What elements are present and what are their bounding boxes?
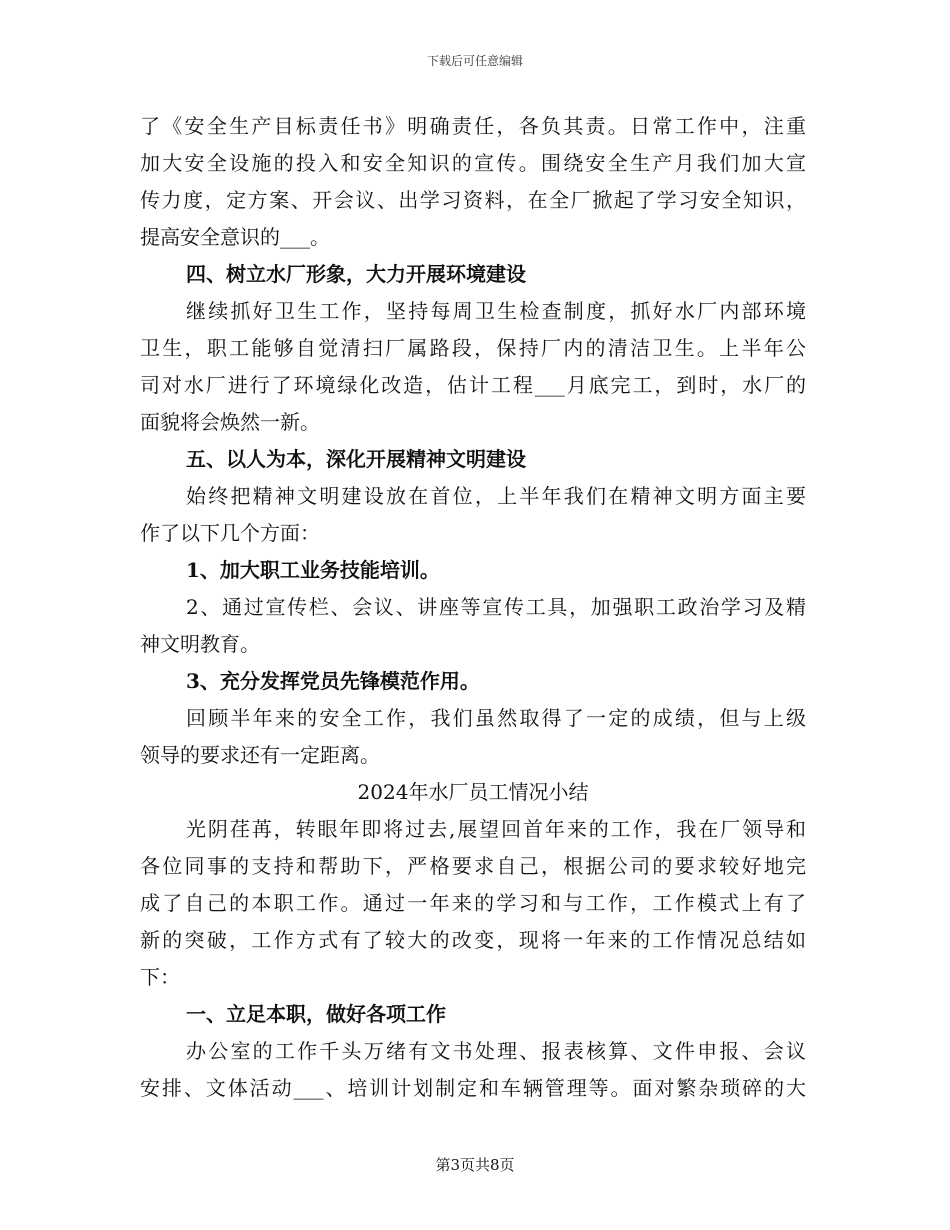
section-heading: 四、树立水厂形象，大力开展环境建设: [186, 262, 526, 286]
document-title: 2024年水厂员工情况小结: [357, 780, 589, 804]
section-heading: 五、以人为本，深化开展精神文明建设: [186, 447, 526, 471]
text-line: 新的突破，工作方式有了较大的改变，现将一年来的工作情况总结如: [140, 928, 806, 952]
text-line: 卫生，职工能够自觉清扫厂属路段，保持厂内的清洁卫生。上半年公: [140, 336, 806, 360]
text-line: 回顾半年来的安全工作，我们虽然取得了一定的成绩，但与上级: [186, 706, 806, 730]
text-line: 下：: [140, 965, 180, 989]
text-line: 各位同事的支持和帮助下，严格要求自己，根据公司的要求较好地完: [140, 854, 806, 878]
text-line: 成了自己的本职工作。通过一年来的学习和与工作，工作模式上有了: [140, 891, 806, 915]
text-line: 传力度，定方案、开会议、出学习资料，在全厂掀起了学习安全知识，: [140, 188, 806, 212]
section-heading: 1、加大职工业务技能培训。: [186, 558, 440, 582]
text-line: 司对水厂进行了环境绿化改造，估计工程___月底完工，到时，水厂的: [140, 373, 806, 397]
text-line: 神文明教育。: [140, 632, 260, 656]
text-line: 继续抓好卫生工作，坚持每周卫生检查制度，抓好水厂内部环境: [186, 299, 806, 323]
text-line: 领导的要求还有一定距离。: [140, 743, 380, 767]
text-line: 了《安全生产目标责任书》明确责任，各负其责。日常工作中，注重: [140, 114, 806, 138]
document-body: [140, 108, 806, 1107]
text-line: 加大安全设施的投入和安全知识的宣传。围绕安全生产月我们加大宣: [140, 151, 806, 175]
page-header: 下载后可任意编辑: [426, 54, 523, 68]
section-heading: 一、立足本职，做好各项工作: [186, 1002, 446, 1026]
text-line: 安排、文体活动___、培训计划制定和车辆管理等。面对繁杂琐碎的大: [140, 1076, 806, 1100]
text-line: 办公室的工作千头万绪有文书处理、报表核算、文件申报、会议: [186, 1039, 806, 1063]
text-line: 面貌将会焕然一新。: [140, 410, 320, 434]
text-line: 2、通过宣传栏、会议、讲座等宣传工具，加强职工政治学习及精: [186, 595, 806, 619]
text-line: 光阴荏苒，转眼年即将过去,展望回首年来的工作，我在厂领导和: [186, 817, 806, 841]
text-line: 作了以下几个方面：: [140, 521, 320, 545]
page-footer: 第3页共8页: [435, 1156, 515, 1174]
text-line: 始终把精神文明建设放在首位，上半年我们在精神文明方面主要: [186, 484, 806, 508]
section-heading: 3、充分发挥党员先锋模范作用。: [186, 669, 480, 693]
text-line: 提高安全意识的___。: [140, 225, 330, 249]
